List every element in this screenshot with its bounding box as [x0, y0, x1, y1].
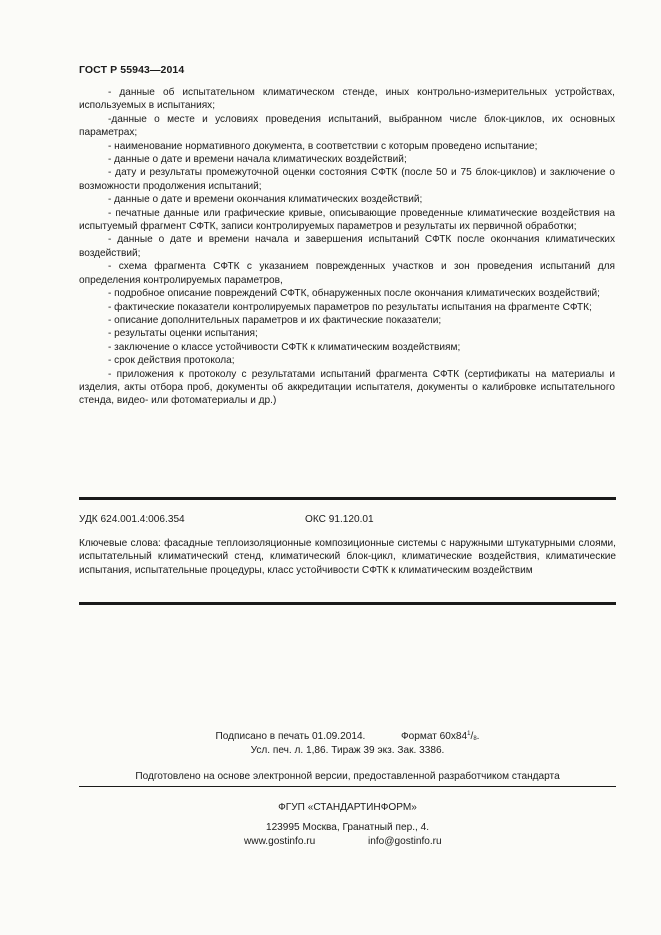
list-item: - печатные данные или графические кривые, описывающие проведенные климатические воздействия на испытуемый фрагмент СФТК, записи контролируемых параметров и результаты их первичной обработки;	[79, 207, 615, 233]
list-item: - заключение о классе устойчивости СФТК к климатическим воздействиям;	[108, 341, 461, 353]
list-item: - данные о дате и времени окончания климатических воздействий;	[108, 194, 423, 206]
keywords-block	[79, 537, 616, 577]
list-item: -данные о месте и условиях проведения испытаний, выбранном числе блок-циклов, их основных параметрах;	[79, 113, 615, 139]
imprint-divider	[79, 786, 616, 787]
list-item: - схема фрагмента СФТК с указанием поврежденных участков и зон проведения испытаний для определения контролируемых параметров,	[79, 261, 615, 286]
list-item: - результаты оценки испытания;	[108, 328, 258, 340]
list-item: - фактические показатели контролируемых параметров по результаты испытания на фрагменте СФТК;	[108, 301, 592, 313]
publisher-name: ФГУП «СТАНДАРТИНФОРМ»	[278, 802, 417, 813]
bottom-divider	[79, 602, 616, 605]
website-link[interactable]: www.gostinfo.ru	[244, 836, 316, 847]
prepared-note: Подготовлено на основе электронной версии, предоставленной разработчиком стандарта	[135, 771, 560, 782]
list-item: - срок действия протокола;	[108, 355, 235, 367]
list-item: - наименование нормативного документа, в соответствии с которым проведено испытание;	[108, 140, 538, 152]
list-item: - данные об испытательном климатическом стенде, иных контрольно-измерительных устройствах, используемых в испытаниях;	[79, 87, 615, 112]
keywords-text: Ключевые слова: фасадные теплоизоляционные композиционные системы с наружными штукатурными слоями, испытательный климатический стенд, климатический блок-цикл, климатические воздействия, климатические испытания, испытательные процедуры, класс устойчивости СФТК к климатическим воздействим	[79, 538, 616, 576]
list-item: - данные о дате и времени начала и завершения испытаний СФТК после окончания климатических воздействий;	[79, 234, 615, 259]
email-link[interactable]: info@gostinfo.ru	[368, 836, 442, 847]
print-info: Усл. печ. л. 1,86. Тираж 39 экз. Зак. 3386.	[250, 745, 445, 756]
format-numerator: 1	[467, 731, 471, 737]
list-item: - данные о дате и времени начала климатических воздействий;	[108, 154, 407, 166]
signed-line: Подписано в печать 01.09.2014. Формат $60x84^1/_8$.	[215, 731, 480, 742]
udk-code: УДК 624.001.4:006.354	[79, 514, 185, 525]
paper-format: Формат 60x84	[401, 731, 468, 742]
document-header: ГОСТ Р 55943—2014	[79, 64, 185, 76]
list-item: - описание дополнительных параметров и их фактические показатели;	[108, 314, 442, 326]
signed-date: Подписано в печать 01.09.2014.	[215, 731, 366, 742]
protocol-content-list	[79, 86, 615, 408]
list-item: - дату и результаты промежуточной оценки состояния СФТК (после 50 и 75 блок-циклов) и заключение о возможности продолжения испытаний;	[79, 167, 615, 192]
list-item: - приложения к протоколу с результатами испытаний фрагмента СФТК (сертификаты на материалы и изделия, акты отбора проб, документы об аккредитации испытателя, документы о калибровке испытательного стенда, видео- или фотоматериалы и др.)	[79, 368, 615, 407]
top-divider	[79, 497, 616, 500]
format-denominator: 8	[473, 736, 477, 742]
publisher-address: 123995 Москва, Гранатный пер., 4.	[265, 822, 430, 833]
classification-line	[79, 514, 616, 525]
list-item: - подробное описание повреждений СФТК, обнаруженных после окончания климатических воздействий;	[108, 288, 600, 300]
okc-code: ОКС 91.120.01	[305, 514, 374, 525]
